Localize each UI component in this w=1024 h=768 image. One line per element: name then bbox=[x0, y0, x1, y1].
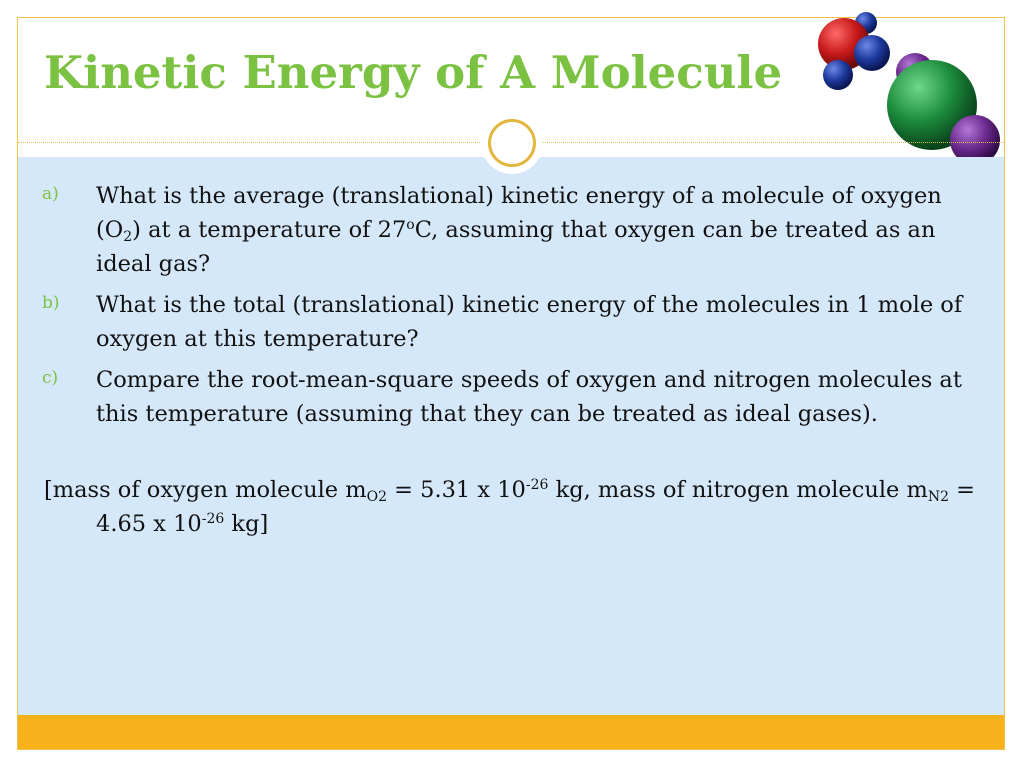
bottom-bar bbox=[18, 715, 1004, 749]
molecule-decoration bbox=[810, 8, 1010, 163]
slide-title: Kinetic Energy of A Molecule bbox=[44, 46, 783, 99]
item-text: What is the total (translational) kinetic energy of the molecules in 1 mole of oxygen at this temperature? bbox=[96, 292, 963, 352]
item-text: Compare the root-mean-square speeds of oxygen and nitrogen molecules at this temperature (assuming that they can be treated as ideal gases). bbox=[96, 367, 962, 427]
item-text: What is the average (translational) kinetic energy of a molecule of oxygen $(O_2)$ at a temperature of 27$^o$C, assuming that oxygen can be treated as an ideal gas? bbox=[96, 183, 942, 277]
purple-atom bbox=[950, 115, 1000, 163]
item-marker: c) bbox=[42, 368, 59, 388]
ring-ornament-inner bbox=[488, 119, 536, 167]
mass-note: [mass of oxygen molecule $m_{O2} = 5.31$ x $10^{-26}$ kg, mass of nitrogen molecule $m_{N2} = 4.65$ x $10^{-26}$ kg] bbox=[44, 477, 976, 537]
item-marker: a) bbox=[42, 184, 59, 204]
item-marker: b) bbox=[42, 293, 60, 313]
blue-atom bbox=[854, 35, 890, 71]
blue-atom bbox=[823, 60, 853, 90]
content-area bbox=[18, 157, 1004, 715]
